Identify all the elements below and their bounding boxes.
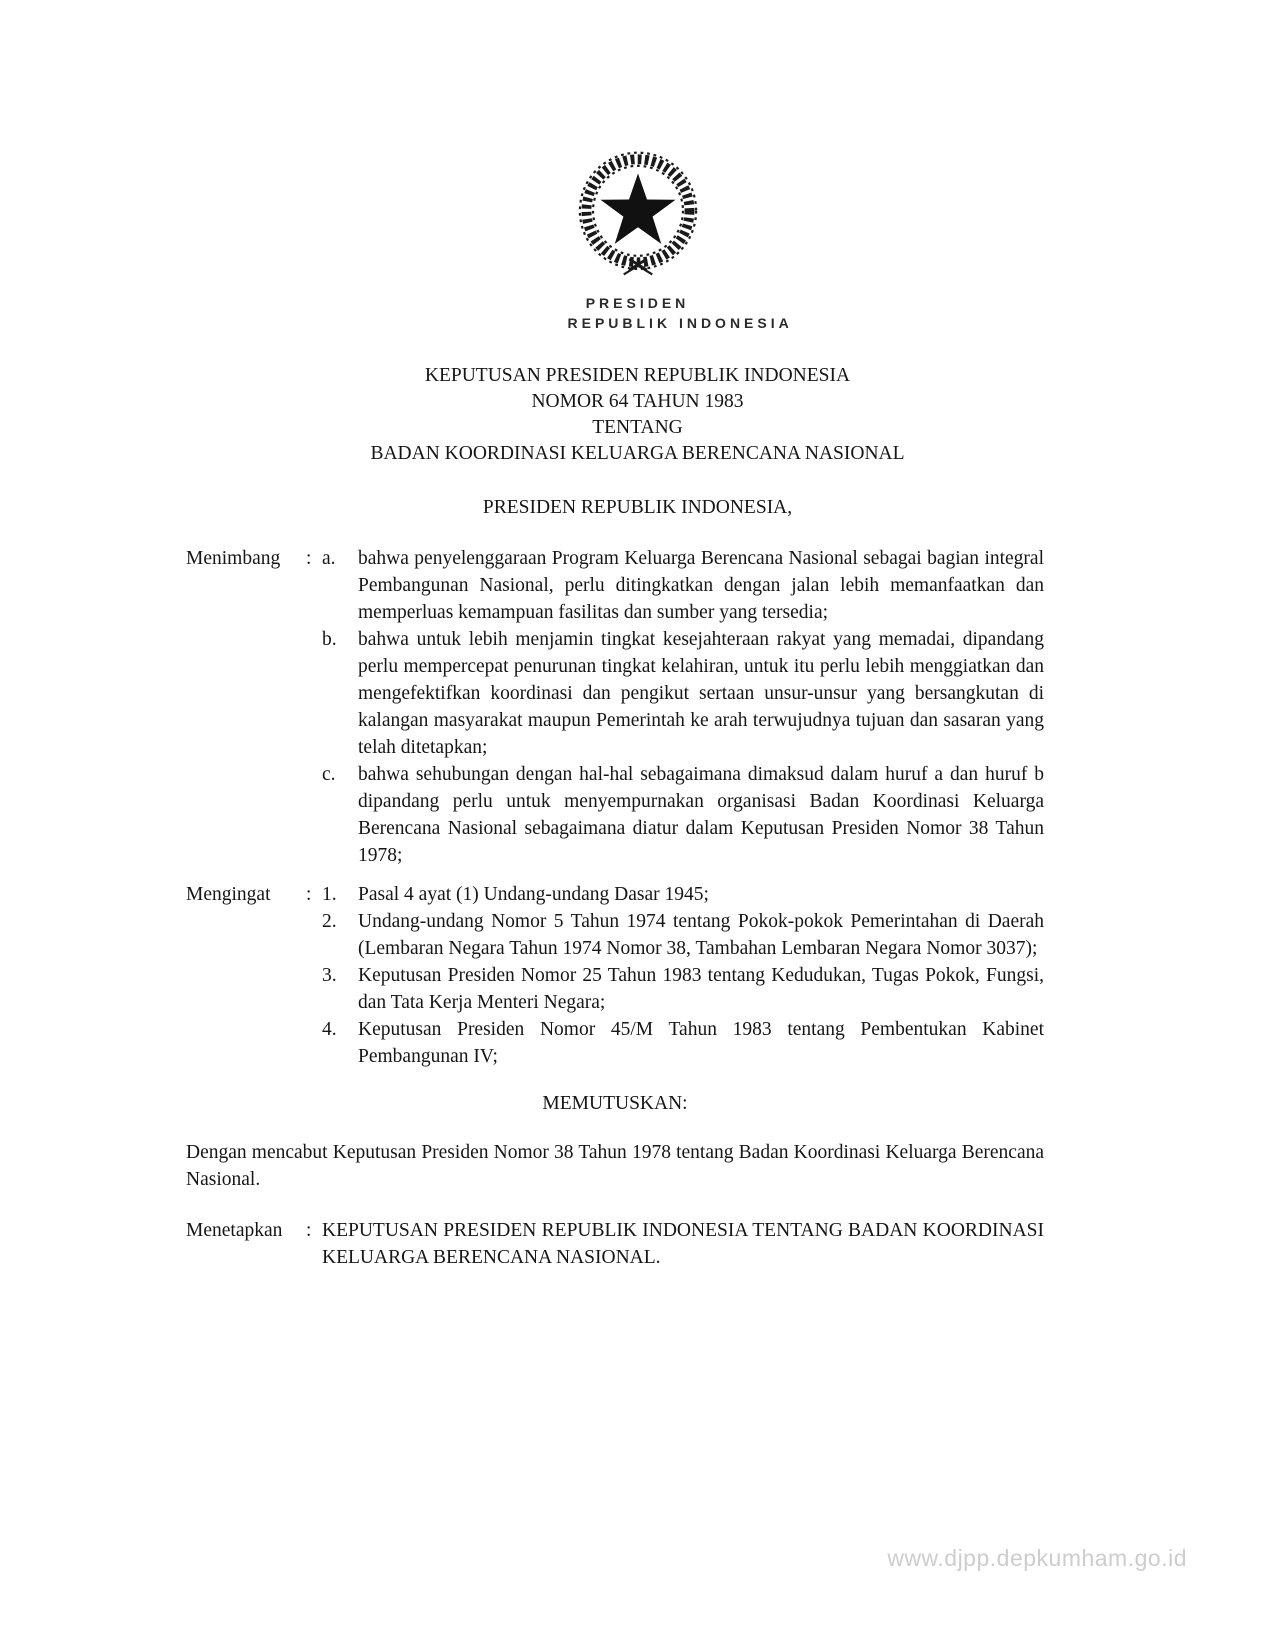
emblem-caption [567, 293, 793, 333]
title-line-2: NOMOR 64 TAHUN 1983 [531, 391, 744, 412]
menetapkan-label: Menetapkan [186, 1220, 283, 1241]
label-spacer [186, 761, 306, 869]
item-text: Pasal 4 ayat (1) Undang-undang Dasar 1945; [358, 884, 709, 905]
star-wreath-emblem-icon [572, 145, 704, 281]
mengingat-label: Mengingat [186, 884, 271, 905]
menetapkan-row [186, 1217, 1044, 1271]
watermark: www.djpp.depkumham.go.id [887, 1545, 1187, 1571]
memutuskan-heading: MEMUTUSKAN: [542, 1093, 688, 1114]
item-text: bahwa penyelenggaraan Program Keluarga Berencana Nasional sebagai bagian integral Pembangunan Nasional, perlu ditingkatkan dengan jalan lebih memanfaatkan dan memperluas kemampuan fasilitas dan sumber yang tersedia; [358, 548, 1044, 623]
item-marker: 3. [322, 965, 337, 986]
menetapkan-text: KEPUTUSAN PRESIDEN REPUBLIK INDONESIA TENTANG BADAN KOORDINASI KELUARGA BERENCANA NASIONAL. [322, 1220, 1044, 1268]
item-marker: a. [322, 548, 336, 569]
document-body [186, 545, 1044, 1271]
menimbang-label: Menimbang [186, 548, 281, 569]
item-marker: c. [322, 764, 336, 785]
mengingat-section [186, 881, 1044, 1070]
mengingat-item-2 [186, 908, 1044, 962]
menimbang-item-c [186, 761, 1044, 869]
mengingat-item-3 [186, 962, 1044, 1016]
item-marker: b. [322, 629, 337, 650]
colon-spacer [306, 1016, 322, 1070]
title-line-4: BADAN KOORDINASI KELUARGA BERENCANA NASIONAL [370, 443, 905, 464]
colon-spacer [306, 908, 322, 962]
mengingat-colon: : [306, 884, 312, 905]
colon-spacer [306, 626, 322, 761]
menetapkan-section [186, 1217, 1044, 1271]
mengingat-item-4 [186, 1016, 1044, 1070]
mengingat-item-1 [186, 881, 1044, 908]
item-marker: 4. [322, 1019, 337, 1040]
colon-spacer [306, 962, 322, 1016]
menetapkan-colon: : [306, 1220, 312, 1241]
label-spacer [186, 626, 306, 761]
item-text: bahwa sehubungan dengan hal-hal sebagaimana dimaksud dalam huruf a dan huruf b dipandang perlu untuk menyempurnakan organisasi Badan Koordinasi Keluarga Berencana Nasional sebagaimana diatur dalam Keputusan Presiden Nomor 38 Tahun 1978; [358, 764, 1044, 866]
label-spacer [186, 962, 306, 1016]
decree-title [0, 363, 1275, 467]
menimbang-section [186, 545, 1044, 869]
item-text: bahwa untuk lebih menjamin tingkat kesejahteraan rakyat yang memadai, dipandang perlu mempercepat penurunan tingkat kelahiran, untuk itu perlu lebih menggiatkan dan mengefektifkan koordinasi dan pengikut sertaan unsur-unsur yang bersangkutan di kalangan masyarakat maupun Pemerintah ke arah terwujudnya tujuan dan sasaran yang telah ditetapkan; [358, 629, 1044, 758]
menimbang-colon: : [306, 548, 312, 569]
presidential-emblem [567, 145, 793, 333]
emblem-caption-line1: PRESIDEN [585, 295, 690, 311]
item-text: Undang-undang Nomor 5 Tahun 1974 tentang Pokok-pokok Pemerintahan di Daerah (Lembaran Negara Tahun 1974 Nomor 38, Tambahan Lembaran Negara Nomor 3037); [358, 911, 1044, 959]
menimbang-item-a [186, 545, 1044, 626]
label-spacer [186, 1016, 306, 1070]
title-line-1: KEPUTUSAN PRESIDEN REPUBLIK INDONESIA [424, 365, 851, 386]
title-line-3: TENTANG [592, 417, 683, 438]
menimbang-item-b [186, 626, 1044, 761]
item-text: Keputusan Presiden Nomor 25 Tahun 1983 tentang Kedudukan, Tugas Pokok, Fungsi, dan Tata Kerja Menteri Negara; [358, 965, 1044, 1013]
label-spacer [186, 908, 306, 962]
colon-spacer [306, 761, 322, 869]
salutation: PRESIDEN REPUBLIK INDONESIA, [482, 497, 793, 518]
revocation-paragraph: Dengan mencabut Keputusan Presiden Nomor 38 Tahun 1978 tentang Badan Koordinasi Keluarga Berencana Nasional. [186, 1142, 1044, 1190]
emblem-caption-line2: REPUBLIK INDONESIA [567, 315, 793, 331]
item-marker: 2. [322, 911, 337, 932]
item-text: Keputusan Presiden Nomor 45/M Tahun 1983 tentang Pembentukan Kabinet Pembangunan IV; [358, 1019, 1044, 1067]
item-marker: 1. [322, 884, 337, 905]
